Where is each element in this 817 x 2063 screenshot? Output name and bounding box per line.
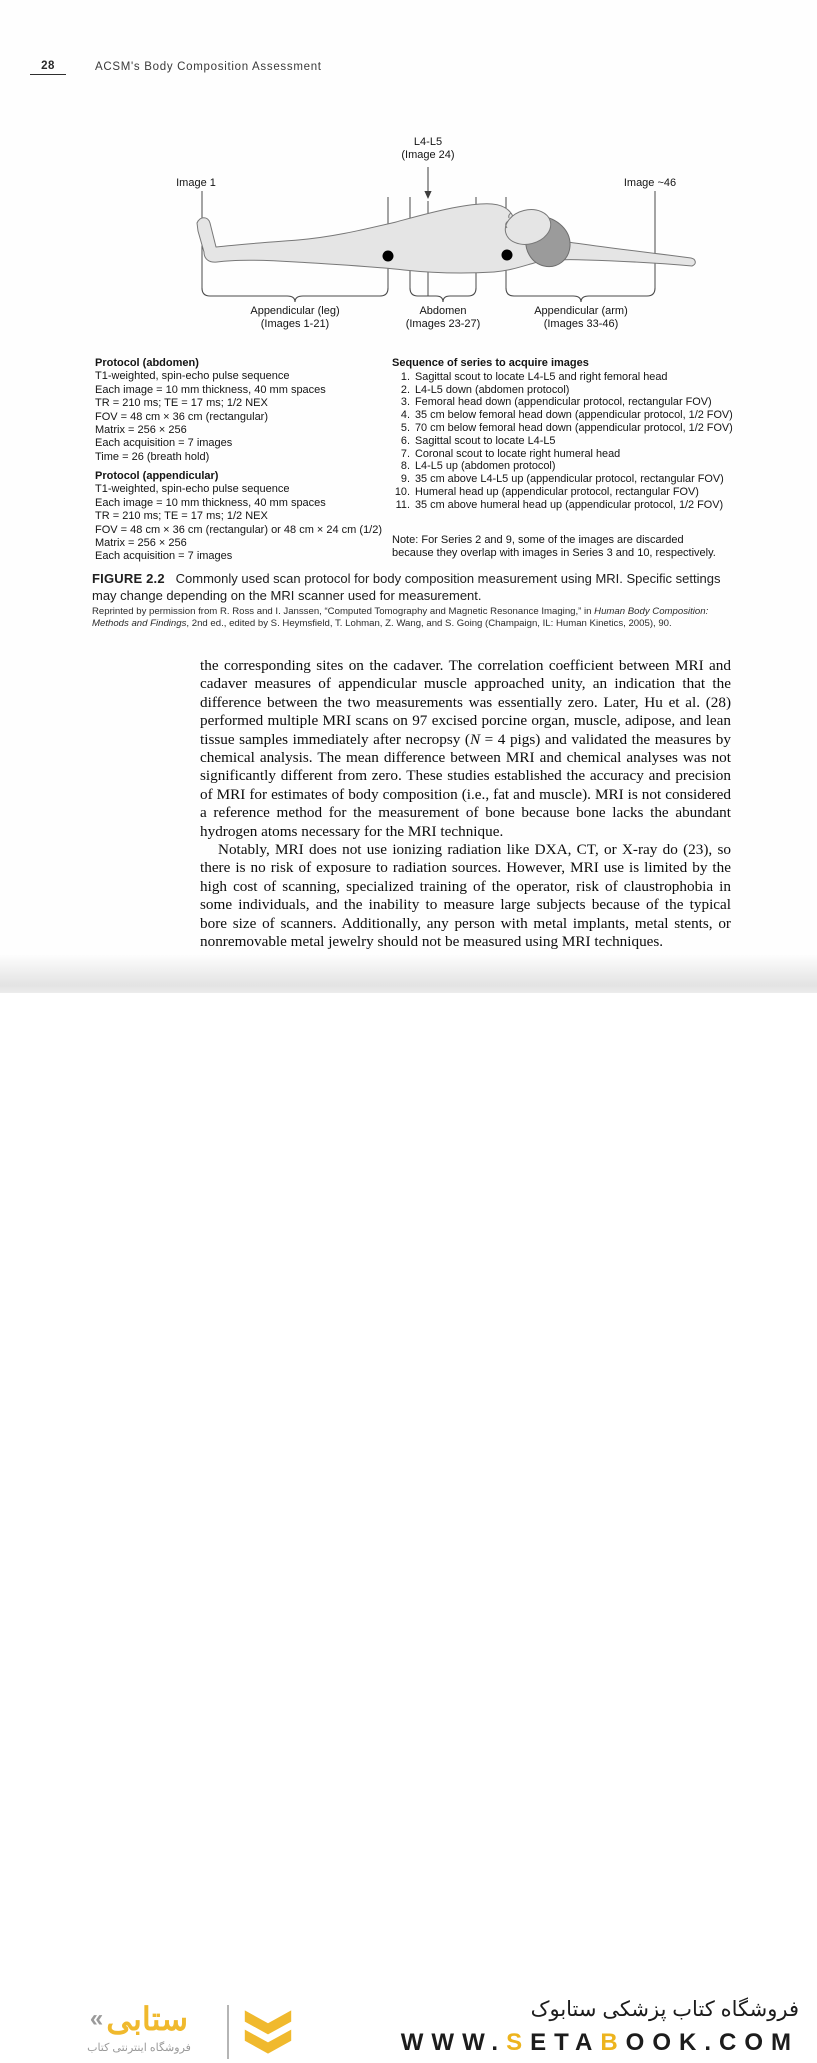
section-label-arm [501,305,661,331]
sequence-item-text: Femoral head down (appendicular protocol, rectangular FOV) [415,396,712,409]
image-1-label: Image 1 [176,177,216,189]
l4l5-label-line1: L4-L5 [413,136,443,148]
sequence-item [392,460,737,473]
section-label-abdomen [373,305,513,331]
femoral-head-dot [383,251,394,262]
protocol-line: Each acquisition = 7 images [95,550,233,563]
brace-leg [202,288,388,302]
credit-text-2: , 2nd ed., edited by S. Heymsfield, T. Lohman, Z. Wang, and S. Going (Champaign, IL: Human Kinetics, 2005), 90. [186,618,672,630]
section-arm-name: Appendicular (arm) [534,305,628,317]
sequence-heading: Sequence of series to acquire images [392,357,589,369]
humeral-head-dot [502,250,513,261]
page-number: 28 [30,60,66,75]
sequence-item-number: 1. [400,370,410,383]
sequence-item-number: 5. [400,421,410,434]
www-letter-s: S [506,2029,531,2056]
www-part2: ETA [530,2029,601,2056]
protocol-abdomen [95,357,405,464]
section-leg-name: Appendicular (leg) [250,305,340,317]
sequence-item-number: 9. [400,473,410,486]
sequence-item [392,435,737,448]
figure-caption-text: Commonly used scan protocol for body composition measurement using MRI. Specific settings may change depending on the MRI scanner used for measurement. [92,571,721,603]
credit-book-title: Human Body Composition: Methods and Findings [92,606,709,630]
www-letter-b: B [600,2029,626,2056]
sequence-note: Note: For Series 2 and 9, some of the images are discarded because they overlap with images in Series 3 and 10, respectively. [392,534,716,560]
sequence-item [392,422,737,435]
sequence-item-number: 8. [400,460,410,473]
protocol-abdomen-heading: Protocol (abdomen) [95,357,199,369]
protocol-line: FOV = 48 cm × 36 cm (rectangular) or 48 cm × 24 cm (1/2) [95,523,383,536]
sequence-item [392,384,737,397]
protocol-line: Each image = 10 mm thickness, 40 mm spaces [95,383,326,396]
logo-wordmark [56,1998,222,2040]
protocol-appendicular [95,470,405,564]
protocol-line: TR = 210 ms; TE = 17 ms; 1/2 NEX [95,397,268,410]
mri-body-diagram [150,160,710,310]
protocol-line: T1-weighted, spin-echo pulse sequence [95,370,290,383]
brace-arm [506,288,655,302]
sequence-item-number: 4. [400,409,410,422]
sequence-item [392,371,737,384]
paragraph1-italic-n: N [469,730,481,748]
figure-credit [92,606,734,631]
sequence-item-number: 7. [400,447,410,460]
protocol-abdomen-lines [95,370,405,464]
sequence-of-series [392,357,737,512]
sequence-item [392,409,737,422]
l4l5-label [363,136,493,162]
section-abdomen-name: Abdomen [419,305,467,317]
sequence-item [392,473,737,486]
page-scan-shadow [0,955,817,993]
body-silhouette [197,204,695,273]
book-title: ACSM's Body Composition Assessment [95,61,322,73]
sequence-item-number: 3. [400,396,410,409]
sequence-item-text: Sagittal scout to locate L4-L5 [415,434,556,447]
protocol-line: Each acquisition = 7 images [95,437,233,450]
sequence-list [392,371,737,512]
footer-divider [227,2005,229,2059]
protocol-line: T1-weighted, spin-echo pulse sequence [95,483,290,496]
www-part3: OOK.COM [625,2029,799,2056]
paragraph1-text-1: the corresponding sites on the cadaver. The correlation coefficient between MRI and cadaver measures of appendicular muscle approached unity, an indication that the difference between the two measurements was essentially zero. Later, Hu et al. (28) performed multiple MRI scans on 97 excised porcine organ, muscle, adipose, and lean tissue samples immediately after necropsy ( [200,657,731,748]
sequence-item-number: 10. [394,485,410,498]
logo-wordmark-text: ستابی [106,2001,189,2037]
body-paragraph-1 [200,657,731,841]
figure-caption [92,570,734,604]
www-part1: WWW. [400,2029,507,2056]
protocol-line: TR = 210 ms; TE = 17 ms; 1/2 NEX [95,510,268,523]
body-paragraph-2: Notably, MRI does not use ionizing radiation like DXA, CT, or X-ray do (23), so there is no risk of exposure to radiation sources. However, MRI use is limited by the high cost of scanning, specialized training of the operator, risk of claustrophobia in some individuals, and the inability to measure large subjects because of the typical bore size of scanners. Additionally, any person with metal implants, metal stents, or nonremovable metal jewelry should not be measured using MRI techniques. [200,841,731,951]
brace-abdomen [410,288,476,302]
sequence-item [392,486,737,499]
website-url[interactable] [401,2029,799,2057]
sequence-item [392,448,737,461]
sequence-item-number: 11. [395,498,410,511]
sequence-item-text: Coronal scout to locate right humeral head [415,447,621,460]
sequence-item-number: 2. [400,383,410,396]
image-46-label: Image ~46 [623,177,677,189]
sequence-item-number: 6. [400,434,410,447]
sequence-item-text: 35 cm above humeral head up (appendicular protocol, 1/2 FOV) [415,498,724,511]
l4l5-label-line2: (Image 24) [401,149,455,161]
figure-caption-label: FIGURE 2.2 [92,571,165,586]
sequence-item-text: 70 cm below femoral head down (appendicular protocol, 1/2 FOV) [415,421,733,434]
setabook-emblem-icon [240,2001,296,2063]
l4l5-arrow [424,167,431,199]
sequence-item-text: Humeral head up (appendicular protocol, rectangular FOV) [415,485,699,498]
protocol-line: Matrix = 256 × 256 [95,424,187,437]
logo-subtitle: فروشگاه اینترنتی کتاب [87,2042,191,2054]
protocol-line: FOV = 48 cm × 36 cm (rectangular) [95,410,269,423]
section-label-leg [215,305,375,331]
body-text [200,657,731,952]
sequence-item-text: 35 cm above L4-L5 up (appendicular protocol, rectangular FOV) [415,473,724,486]
sequence-item-text: L4-L5 down (abdomen protocol) [415,383,570,396]
section-abdomen-images: (Images 23-27) [405,318,481,330]
paragraph1-text-2: = 4 pigs) and validated the measures by chemical analysis. The mean difference between MRI and chemical analyses was not significantly different from zero. These studies established the accuracy and precision of MRI for estimates of body composition (i.e., fat and muscle). MRI is not considered a reference method for the measurement of bone because bone lacks the abundant hydrogen atoms necessary for the MRI technique. [200,730,731,840]
sequence-item-text: Sagittal scout to locate L4-L5 and right femoral head [415,370,668,383]
credit-text-1: Reprinted by permission from R. Ross and I. Janssen, “Computed Tomography and Magnetic Resonance Imaging,” in [92,606,595,617]
protocol-line: Matrix = 256 × 256 [95,537,187,550]
protocol-line: Each image = 10 mm thickness, 40 mm spaces [95,496,326,509]
sequence-item-text: 35 cm below femoral head down (appendicular protocol, 1/2 FOV) [415,409,733,422]
store-name-farsi: فروشگاه کتاب پزشکی ستابوک [530,1998,799,2021]
footer-banner [0,993,817,2056]
protocol-appendicular-lines [95,483,405,563]
footer-right [401,1997,799,2057]
sequence-item [392,499,737,512]
protocol-line: Time = 26 (breath hold) [95,450,210,463]
section-leg-images: (Images 1-21) [260,318,330,330]
logo-chevrons-icon: « [89,2005,104,2032]
sequence-item-text: L4-L5 up (abdomen protocol) [415,460,556,473]
section-arm-images: (Images 33-46) [543,318,619,330]
sequence-item [392,396,737,409]
protocol-appendicular-heading: Protocol (appendicular) [95,470,219,482]
